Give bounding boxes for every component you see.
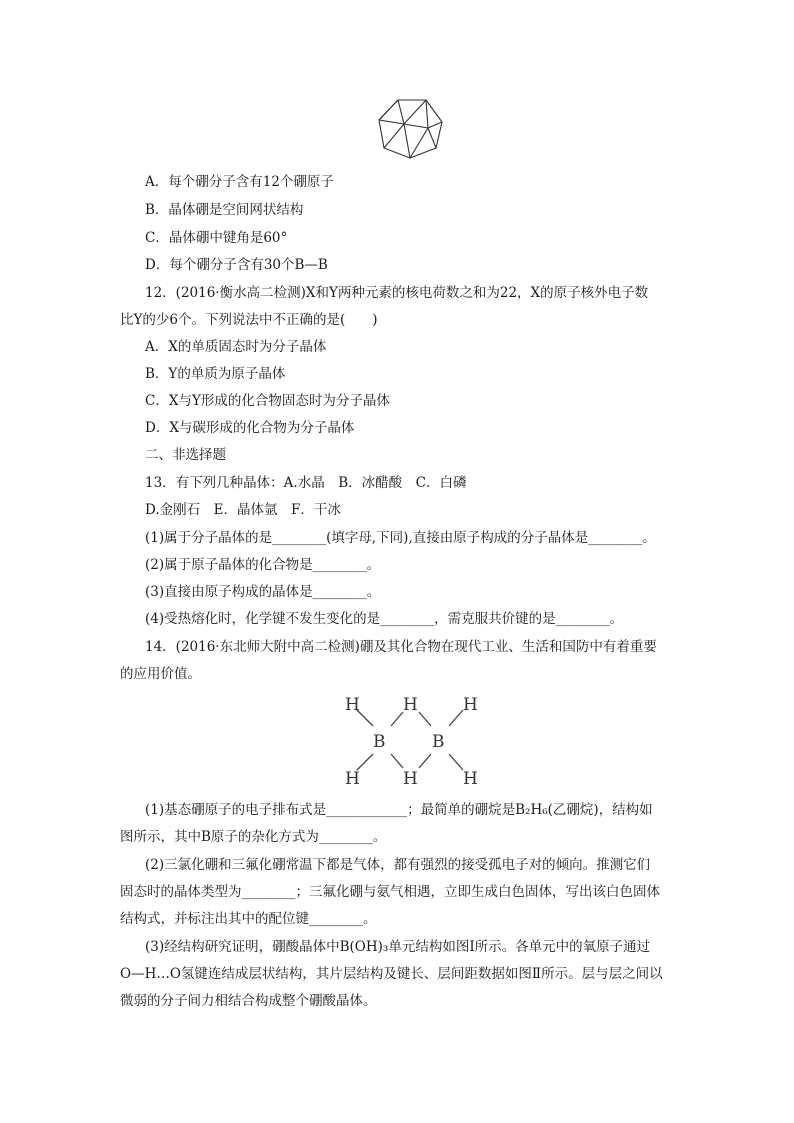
q12-stem-line1: 12．(2016·衡水高二检测)X和Y两种元素的核电荷数之和为22，X的原子核外电子数 [145, 285, 649, 301]
q12-option-a: A．X的单质固态时为分子晶体 [145, 339, 327, 355]
q12-stem-line2: 比Y的少6个。下列说法中不正确的是( ) [120, 312, 378, 328]
q14-part3-line2: O—H…O氢键连结成层状结构，其片层结构及键长、层间距数据如图Ⅱ所示。层与层之间以 [120, 966, 663, 982]
b-atom-left: B [373, 732, 386, 752]
q11-option-d: D．每个硼分子含有30个B—B [145, 257, 328, 273]
q14-part1-line1: (1)基态硼原子的电子排布式是____________；最简单的硼烷是B₂H₆(乙硼烷)，结构如 [145, 802, 653, 818]
q13-part-3: (3)直接由原子构成的晶体是________。 [145, 584, 381, 600]
q11-option-c: C．晶体硼中键角是60° [145, 230, 288, 246]
q14-part1-line2: 图所示，其中B原子的杂化方式为________。 [120, 829, 387, 845]
q11-option-a: A．每个硼分子含有12个硼原子 [145, 174, 334, 190]
h-atom-top-right: H [463, 695, 478, 715]
h-atom-top-left: H [345, 695, 360, 715]
h-atom-bottom-left: H [345, 769, 360, 788]
boron-icosahedron-figure [376, 98, 446, 160]
q14-part2-line3: 结构式，并标注出其中的配位键________。 [120, 911, 377, 927]
q13-stem-line2: D.金刚石 E．晶体氩 F．干冰 [145, 502, 341, 518]
q12-option-b: B．Y的单质为原子晶体 [145, 366, 286, 382]
q14-part3-line1: (3)经结构研究证明，硼酸晶体中B(OH)₃单元结构如图Ⅰ所示。各单元中的氧原子通过 [145, 939, 651, 955]
q11-option-b: B．晶体硼是空间网状结构 [145, 202, 304, 218]
q14-stem-line1: 14．(2016·东北师大附中高二检测)硼及其化合物在现代工业、生活和国防中有着重要 [145, 639, 657, 655]
q13-part-1: (1)属于分子晶体的是________(填字母,下同),直接由原子构成的分子晶体是________。 [145, 530, 656, 546]
q12-option-d: D．X与碳形成的化合物为分子晶体 [145, 420, 355, 436]
q13-part-4: (4)受热熔化时，化学键不发生变化的是________，需克服共价键的是________。 [145, 611, 624, 627]
q12-option-c: C．X与Y形成的化合物固态时为分子晶体 [145, 393, 390, 409]
q14-part2-line2: 固态时的晶体类型为________；三氟化硼与氨气相遇，立即生成白色固体，写出该白色固体 [120, 884, 660, 900]
section-title: 二、非选择题 [145, 447, 226, 463]
h-atom-bottom-right: H [463, 769, 478, 788]
diborane-structure-figure [335, 692, 485, 788]
h-atom-top-bridge: H [403, 695, 418, 715]
q13-stem-line1: 13．有下列几种晶体：A.水晶 B．冰醋酸 C．白磷 [145, 475, 467, 491]
q14-part2-line1: (2)三氯化硼和三氟化硼常温下都是气体，都有强烈的接受孤电子对的倾向。推测它们 [145, 857, 651, 873]
q13-part-2: (2)属于原子晶体的化合物是________。 [145, 557, 381, 573]
h-atom-bottom-bridge: H [403, 769, 418, 788]
q14-part3-line3: 微弱的分子间力相结合构成整个硼酸晶体。 [120, 993, 377, 1009]
q14-stem-line2: 的应用价值。 [120, 666, 201, 682]
b-atom-right: B [432, 732, 445, 752]
